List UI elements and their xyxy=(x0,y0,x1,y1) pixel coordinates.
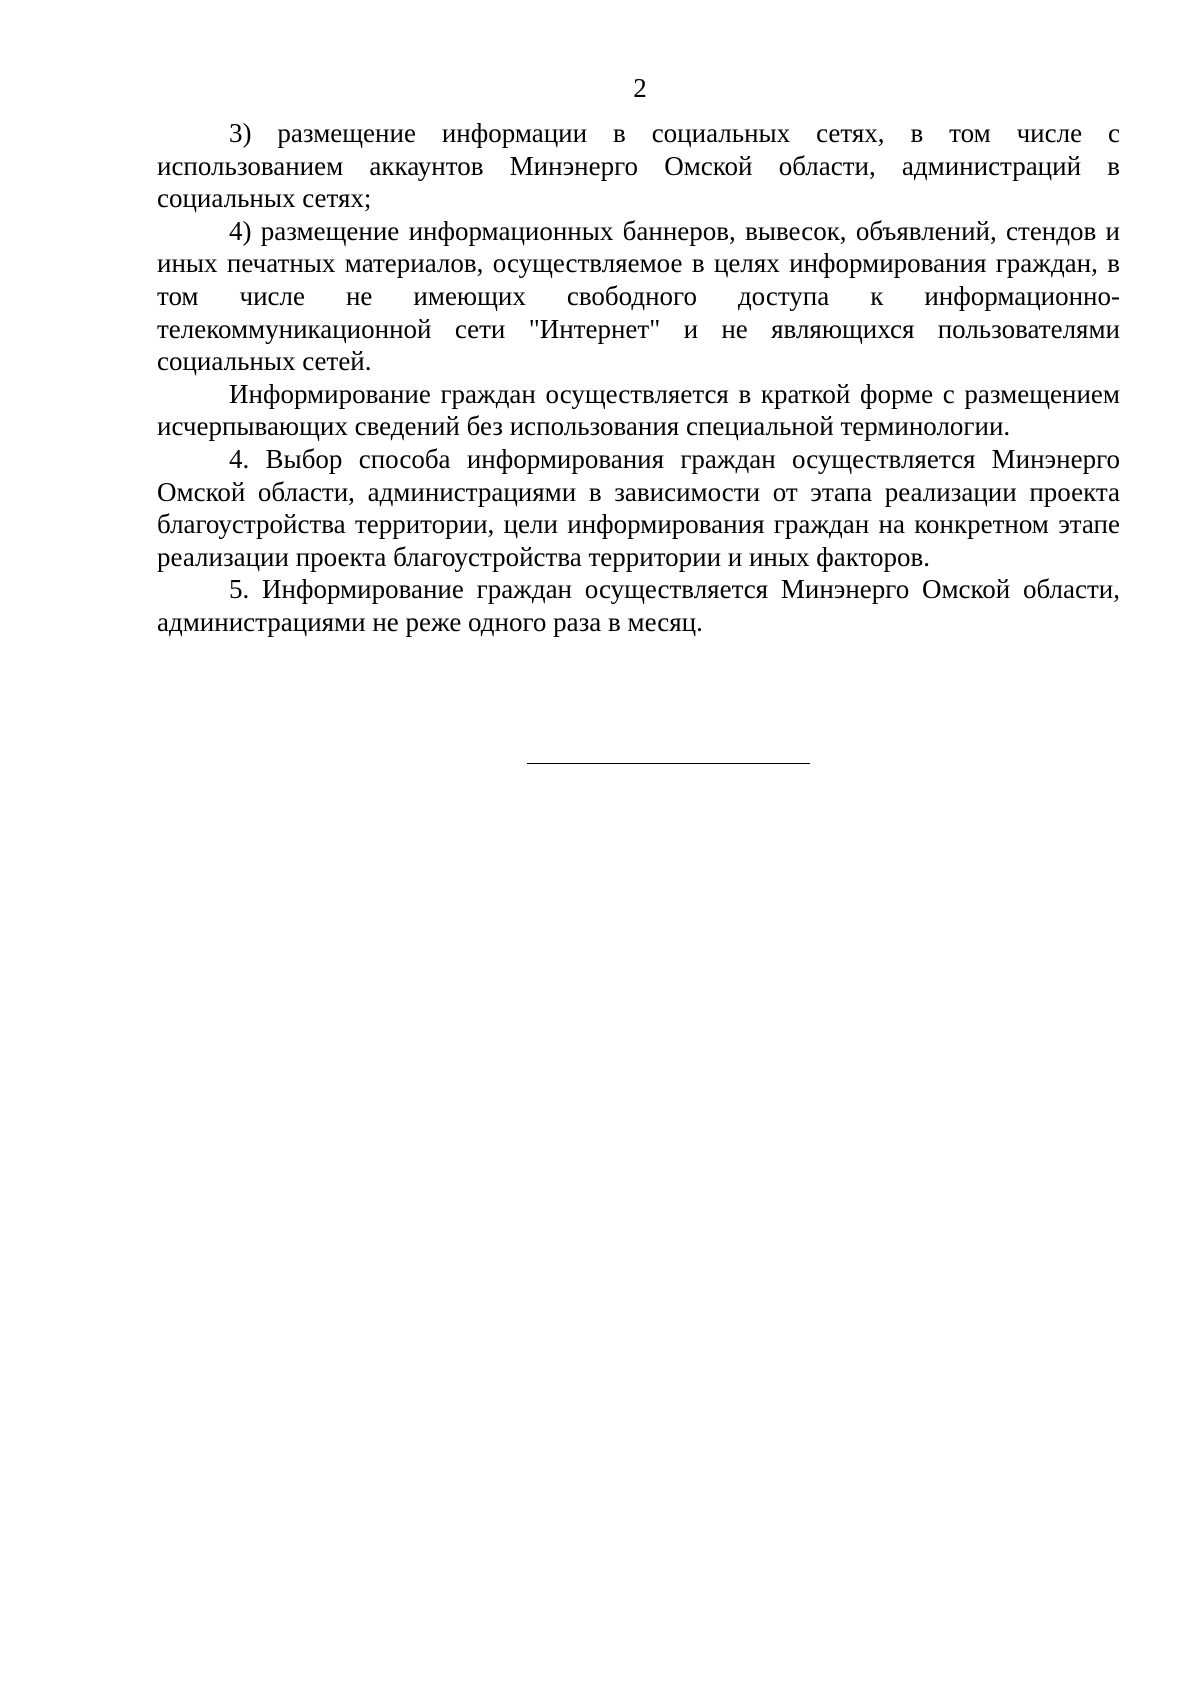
document-body xyxy=(157,117,1120,639)
paragraph-informing-form: Информирование граждан осуществляется в краткой форме с размещением исчерпывающих сведений без использования специальной терминологии. xyxy=(157,378,1120,442)
paragraph-clause-4-method-choice: 4. Выбор способа информирования граждан осуществляется Минэнерго Омской области, администрациями в зависимости от этапа реализации проекта благоустройства территории, цели информирования граждан на конкретном этапе реализации проекта благоустройства территории и иных факторов. xyxy=(157,443,1120,572)
paragraph-clause-5-frequency: 5. Информирование граждан осуществляется Минэнерго Омской области, администрациями не реже одного раза в месяц. xyxy=(157,574,1120,637)
page-number: 2 xyxy=(633,73,647,103)
paragraph-item-3-social-networks: 3) размещение информации в социальных сетях, в том числе с использованием аккаунтов Минэнерго Омской области, администраций в социальных сетях; xyxy=(157,118,1120,214)
closing-divider-line xyxy=(527,763,810,764)
paragraph-item-4-printed-materials: 4) размещение информационных баннеров, вывесок, объявлений, стендов и иных печатных материалов, осуществляемое в целях информирования граждан, в том числе не имеющих свободного доступа к информационно-телекоммуникационной сети "Интернет" и не являющихся пользователями социальных сетей. xyxy=(157,215,1120,377)
